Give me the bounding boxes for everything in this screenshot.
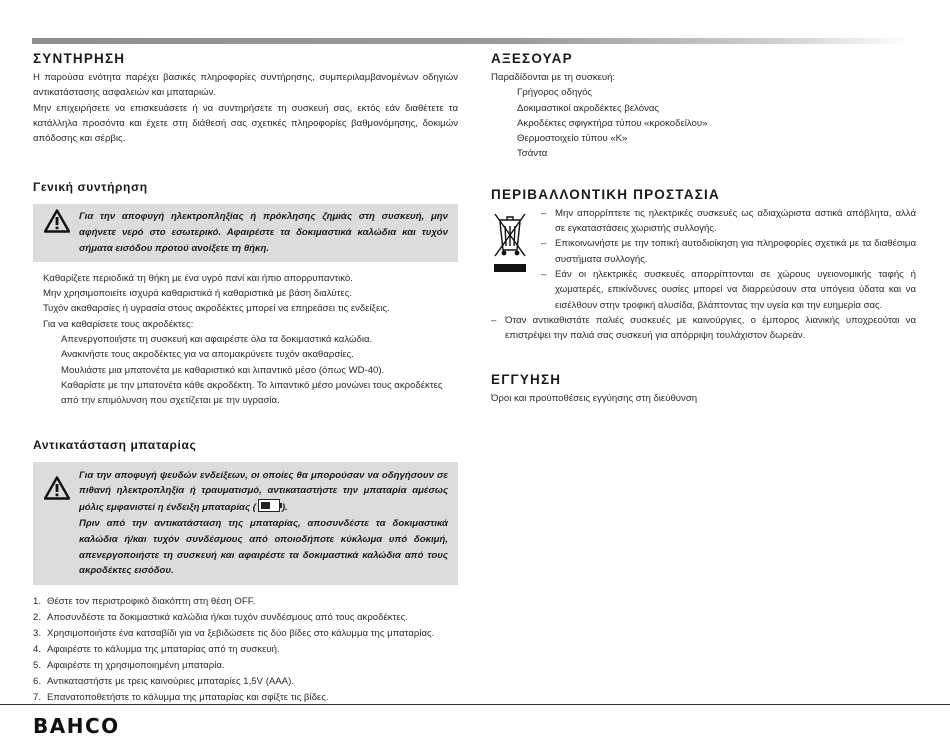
list-item: 5. Αφαιρέστε τη χρησιμοποιημένη μπαταρία. — [33, 659, 225, 671]
probe-cleaning-step: Μουλιάστε μια μπατονέτα με καθαριστικό και λιπαντικό μέσο (όπως WD-40). — [61, 364, 385, 376]
list-item: 2. Αποσυνδέστε τα δοκιμαστικά καλώδια ή/και τυχόν συνδέσμους από τους ακροδέκτες. — [33, 612, 408, 624]
list-item: – Επικοινωνήστε με την τοπική αυτοδιοίκηση για πληροφορίες σχετικά με τα διαθέσιμα συστήματα συλλογής. — [541, 238, 916, 265]
list-item: – Όταν αντικαθιστάτε παλιές συσκευές με καινούργιες, ο έμπορος λιανικής υποχρεούται να επιστρέψει την παλιά σας συσκευή για απόρριψη τουλάχιστον δωρεάν. — [491, 314, 916, 342]
warning-icon — [39, 209, 75, 233]
list-item: Ακροδέκτες σφιγκτήρα τύπου «κροκοδείλου» — [517, 117, 708, 129]
accessories-intro: Παραδίδονται με τη συσκευή: — [491, 72, 616, 83]
battery-warning-box — [33, 462, 458, 586]
list-item: Τσάντα — [517, 148, 548, 160]
left-column — [33, 50, 458, 705]
cleaning-line: Μην χρησιμοποιείτε ισχυρά καθαριστικά ή καθαριστικά με βάση διαλύτες. — [43, 288, 352, 300]
list-item: 1. Θέστε τον περιστροφικό διακόπτη στη θέση OFF. — [33, 596, 256, 608]
maintenance-intro: Η παρούσα ενότητα παρέχει βασικές πληροφορίες συντήρησης, συμπεριλαμβανομένων οδηγιών αντικατάστασης ασφαλειών και μπαταριών. — [33, 72, 458, 99]
battery-steps-list — [33, 594, 458, 705]
battery-warning-part-c: Πριν από την αντικατάσταση της μπαταρίας, αποσυνδέστε τα δοκιμαστικά καλώδια ή/και τυχόν συνδέσμους από οποιοδήποτε κύκλωμα υπό δοκιμή, απενεργοποιήστε τη συσκευή και αφαιρέστε τα δοκιμαστικά καλώδια από τους ακροδέκτες εισόδου. — [79, 517, 448, 577]
crossed-out-bin-icon — [491, 206, 541, 313]
general-maintenance-title: Γενική συντήρηση — [33, 180, 148, 195]
environment-block — [491, 206, 916, 313]
environment-retailer-note — [491, 313, 916, 344]
environment-title: ΠΕΡΙΒΑΛΛΟΝΤΙΚΗ ΠΡΟΣΤΑΣΙΑ — [491, 186, 720, 202]
accessories-list — [491, 85, 916, 161]
warning-icon — [39, 468, 75, 500]
battery-low-icon — [258, 499, 280, 512]
right-column — [491, 50, 916, 407]
battery-warning-part-a: Για την αποφυγή ψευδών ενδείξεων, οι οποίες θα μπορούσαν να οδηγήσουν σε πιθανή ηλεκτροπληξία ή τραυματισμό, αντικαταστήστε την μπαταρία αμέσως μόλις εμφανιστεί η ένδειξη μπαταρίας ( — [79, 469, 448, 514]
probe-cleaning-step: Ανακινήστε τους ακροδέκτες για να απομακρύνετε τυχόν ακαθαρσίες. — [61, 349, 354, 361]
list-item: 6. Αντικαταστήστε με τρεις καινούριες μπαταρίες 1,5V (AAA). — [33, 675, 294, 687]
accessories-title: ΑΞΕΣΟΥΑΡ — [491, 51, 573, 66]
cleaning-instructions — [33, 271, 458, 409]
battery-warning-part-b: ). — [281, 502, 288, 514]
list-item: Γρήγορος οδηγός — [517, 87, 593, 99]
list-item: – Μην απορρίπτετε τις ηλεκτρικές συσκευές ως αδιαχώριστα αστικά απόβλητα, αλλά σε εγκαταστάσεις χωριστής συλλογής. — [541, 207, 916, 235]
footer-divider — [0, 704, 950, 705]
battery-warning-text — [75, 468, 448, 580]
list-item: Θερμοστοιχείο τύπου «K» — [517, 133, 628, 145]
cleaning-line: Για να καθαρίσετε τους ακροδέκτες: — [43, 318, 194, 330]
general-warning-text: Για την αποφυγή ηλεκτροπληξίας ή πρόκλησης ζημιάς στη συσκευή, μην αφήνετε νερό στο εσωτερικό. Αφαιρέστε τα δοκιμαστικά καλώδια και τυχόν σήματα εισόδου προτού ανοίξετε τη θήκη. — [79, 211, 448, 255]
probe-cleaning-step: Καθαρίστε με την μπατονέτα κάθε ακροδέκτη. Το λιπαντικό μέσο μονώνει τους ακροδέκτες από την επιμόλυνση που σχετίζεται με την υγρασία. — [61, 379, 443, 407]
cleaning-line: Τυχόν ακαθαρσίες ή υγρασία στους ακροδέκτες μπορεί να επηρεάσει τις ενδείξεις. — [43, 303, 390, 315]
list-item: 7. Επανατοποθετήστε το κάλυμμα της μπαταρίας και σφίξτε τις βίδες. — [33, 691, 329, 703]
maintenance-title: ΣΥΝΤΗΡΗΣΗ — [33, 51, 126, 66]
header-gradient-bar — [32, 38, 912, 44]
bahco-logo: BAHCO — [33, 714, 120, 738]
list-item: 3. Χρησιμοποιήστε ένα κατσαβίδι για να ξεβιδώσετε τις δύο βίδες στο κάλυμμα της μπαταρίας. — [33, 627, 435, 639]
list-item: Δοκιμαστικοί ακροδέκτες βελόνας — [517, 102, 660, 114]
maintenance-warning-text: Μην επιχειρήσετε να επισκευάσετε ή να συντηρήσετε τη συσκευή σας, εκτός εάν διαθέτετε τα κατάλληλα προσόντα και έχετε στη διάθεσή σας σχετικές πληροφορίες βαθμονόμησης, δοκιμών απόδοσης και σέρβις. — [33, 102, 458, 145]
general-warning-box — [33, 204, 458, 261]
cleaning-line: Καθαρίζετε περιοδικά τη θήκη με ένα υγρό πανί και ήπιο απορρυπαντικό. — [43, 272, 353, 284]
list-item: 4. Αφαιρέστε το κάλυμμα της μπαταρίας από τη συσκευή. — [33, 643, 280, 655]
list-item: – Εάν οι ηλεκτρικές συσκευές απορρίπτονται σε χώρους υγειονομικής ταφής ή χωματερές, επικίνδυνες ουσίες μπορεί να διαρρεύσουν στα υπόγεια ύδατα και να εισέλθουν στην τροφική αλυσίδα, βλάπτοντας την υγεία και την ευημερία σας. — [541, 268, 916, 311]
environment-list — [541, 206, 916, 313]
battery-replacement-title: Αντικατάσταση μπαταρίας — [33, 437, 197, 452]
probe-cleaning-step: Απενεργοποιήστε τη συσκευή και αφαιρέστε όλα τα δοκιμαστικά καλώδια. — [61, 334, 373, 346]
warranty-title: ΕΓΓΥΗΣΗ — [491, 372, 562, 388]
warranty-text: Όροι και προϋποθέσεις εγγύησης στη διεύθυνση — [491, 393, 698, 405]
